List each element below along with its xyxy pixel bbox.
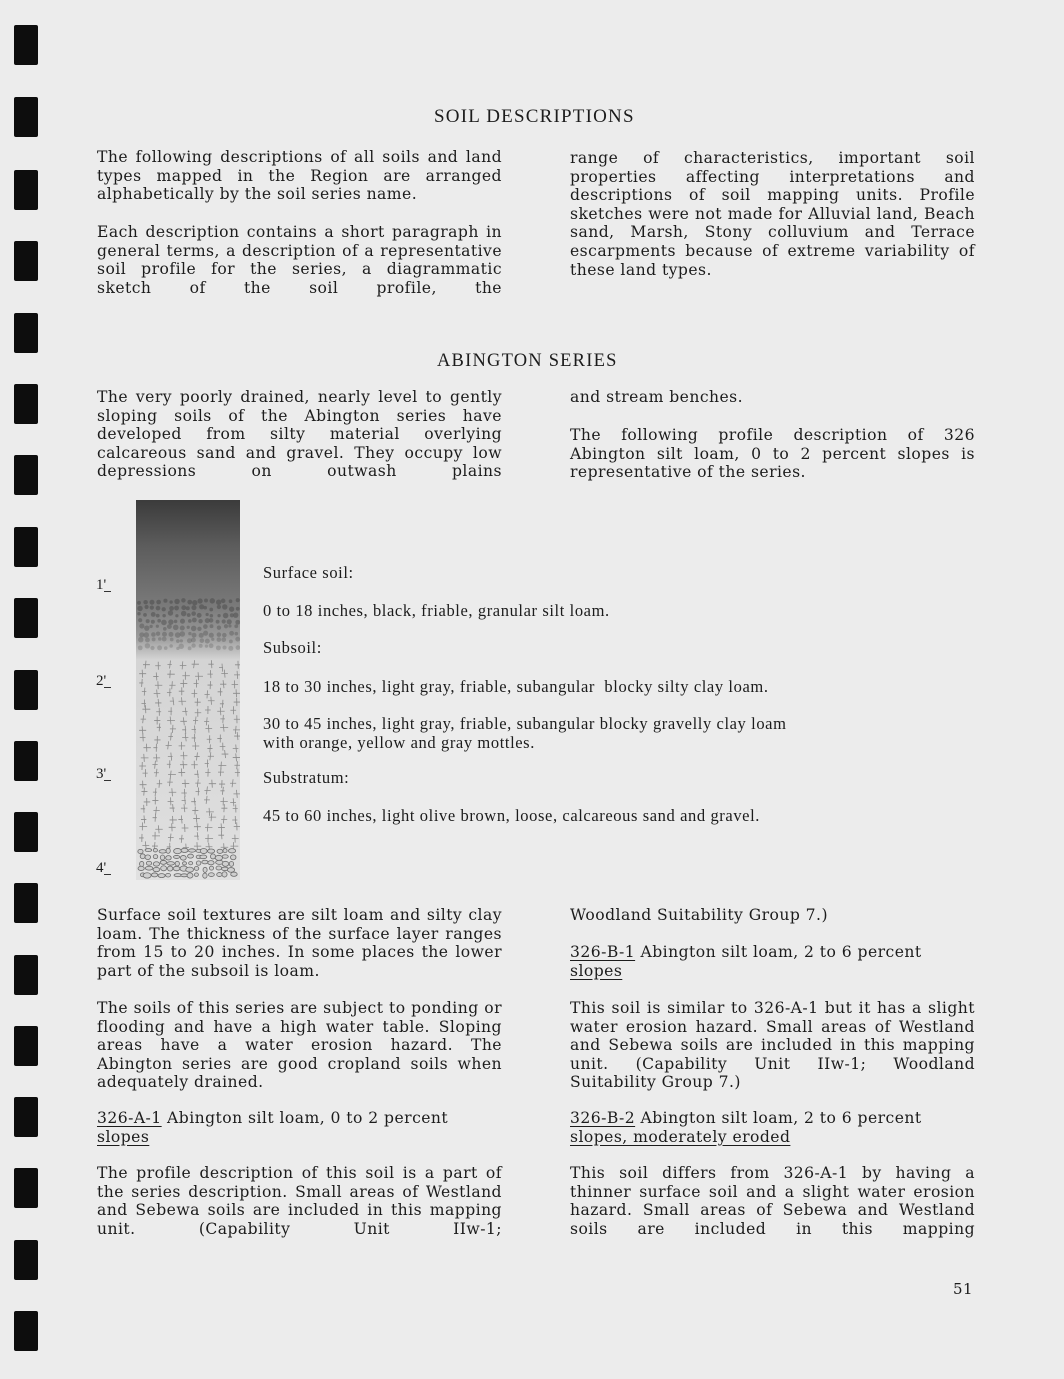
binding-hole <box>14 598 38 638</box>
intro-right-paragraph-1: range of characteristics, important soil properties affecting interpretations and descriptions of soil mapping units. Profile sketches were not made for Alluvial land, Beach sand, Marsh, Stony colluvium and Terrace escarpments because of extreme variability of these land types. <box>570 149 975 279</box>
unit-title-line2: slopes <box>97 1127 150 1146</box>
unit-code: 326-B-1 <box>570 943 636 961</box>
unit-title-line2: slopes, moderately eroded <box>570 1127 791 1146</box>
series-intro-right-paragraph-2: The following profile description of 326 Abington silt loam, 0 to 2 percent slopes is representative of the series. <box>570 426 975 482</box>
lower-right-paragraph-2: This soil is similar to 326-A-1 but it has a slight water erosion hazard. Small areas of Westland and Sebewa soils are included in this mapping unit. (Capability Unit IIw-1; Woodland Suitability Group 7.) <box>570 999 975 1092</box>
series-title: ABINGTON SERIES <box>437 351 618 371</box>
binding-hole <box>14 455 38 495</box>
lower-right-paragraph-3: This soil differs from 326-A-1 by having a thinner surface soil and a slight water erosion hazard. Small areas of Sebewa and Westland soils are included in this mapping <box>570 1164 975 1238</box>
profile-subsoil-heading: Subsoil: <box>263 638 322 657</box>
binding-hole <box>14 1168 38 1208</box>
series-intro-left-paragraph: The very poorly drained, nearly level to gently sloping soils of the Abington series have developed from silty material overlying calcareous sand and gravel. They occupy low depressions on outwash plains <box>97 388 502 481</box>
profile-substratum-layer: 45 to 60 inches, light olive brown, loose, calcareous sand and gravel. <box>263 806 761 825</box>
binding-hole <box>14 170 38 210</box>
soil-profile-sketch <box>136 500 240 880</box>
depth-label-text: 3' <box>96 766 107 782</box>
lower-left-paragraph-3: The profile description of this soil is a part of the series description. Small areas of Westland and Sebewa soils are included in this mapping unit. (Capability Unit IIw-1; <box>97 1164 502 1238</box>
binding-hole <box>14 25 38 65</box>
binding-hole <box>14 1311 38 1351</box>
depth-label-2ft <box>96 674 106 689</box>
unit-title: Abington silt loam, 2 to 6 percent <box>635 1109 922 1127</box>
profile-surface-heading: Surface soil: <box>263 563 354 582</box>
unit-title: Abington silt loam, 0 to 2 percent <box>161 1109 449 1127</box>
depth-label-text: 4' <box>96 860 107 876</box>
binding-hole <box>14 1097 38 1137</box>
binding-hole <box>14 883 38 923</box>
unit-326-A-1-title <box>97 1109 507 1146</box>
binding-hole <box>14 812 38 852</box>
depth-label-4ft <box>96 861 106 876</box>
page-title: SOIL DESCRIPTIONS <box>434 106 635 127</box>
binding-hole <box>14 1026 38 1066</box>
binding-hole <box>14 527 38 567</box>
binding-hole <box>14 384 38 424</box>
binding-hole <box>14 97 38 137</box>
lower-right-paragraph-1: Woodland Suitability Group 7.) <box>570 906 828 924</box>
binding-hole <box>14 241 38 281</box>
unit-title: Abington silt loam, 2 to 6 percent <box>635 943 922 961</box>
lower-left-paragraph-1: Surface soil textures are silt loam and silty clay loam. The thickness of the surface layer ranges from 15 to 20 inches. In some places the lower part of the subsoil is loam. <box>97 906 502 980</box>
page-number: 51 <box>953 1280 974 1298</box>
binding-hole <box>14 1240 38 1280</box>
profile-subsoil-layer-2-line1: 30 to 45 inches, light gray, friable, subangular blocky gravelly clay loam <box>263 714 787 733</box>
binding-holes <box>14 0 38 1379</box>
intro-left-paragraph-2: Each description contains a short paragraph in general terms, a description of a representative soil profile for the series, a diagrammatic sketch of the soil profile, the <box>97 223 502 297</box>
profile-subsoil-layer-2-line2: with orange, yellow and gray mottles. <box>263 733 535 752</box>
unit-326-B-2-title <box>570 1109 975 1146</box>
depth-label-text: 2' <box>96 673 107 689</box>
depth-label-text: 1' <box>96 577 107 593</box>
binding-hole <box>14 955 38 995</box>
profile-subsoil-layer-1: 18 to 30 inches, light gray, friable, subangular blocky silty clay loam. <box>263 677 769 696</box>
unit-326-B-1-title <box>570 943 975 980</box>
lower-left-paragraph-2: The soils of this series are subject to ponding or flooding and have a high water table. Sloping areas have a water erosion hazard. The Abington series are good cropland soils when adequately drained. <box>97 999 502 1092</box>
depth-label-3ft <box>96 767 106 782</box>
profile-substratum-heading: Substratum: <box>263 768 350 787</box>
unit-code: 326-B-2 <box>570 1109 636 1127</box>
binding-hole <box>14 670 38 710</box>
unit-title-line2: slopes <box>570 961 623 980</box>
depth-label-1ft <box>96 578 106 593</box>
intro-left-paragraph-1: The following descriptions of all soils and land types mapped in the Region are arranged alphabetically by the soil series name. <box>97 148 502 204</box>
series-intro-right-paragraph-1: and stream benches. <box>570 388 744 406</box>
unit-code: 326-A-1 <box>97 1109 162 1127</box>
binding-hole <box>14 741 38 781</box>
binding-hole <box>14 313 38 353</box>
profile-surface-layer: 0 to 18 inches, black, friable, granular silt loam. <box>263 601 610 620</box>
